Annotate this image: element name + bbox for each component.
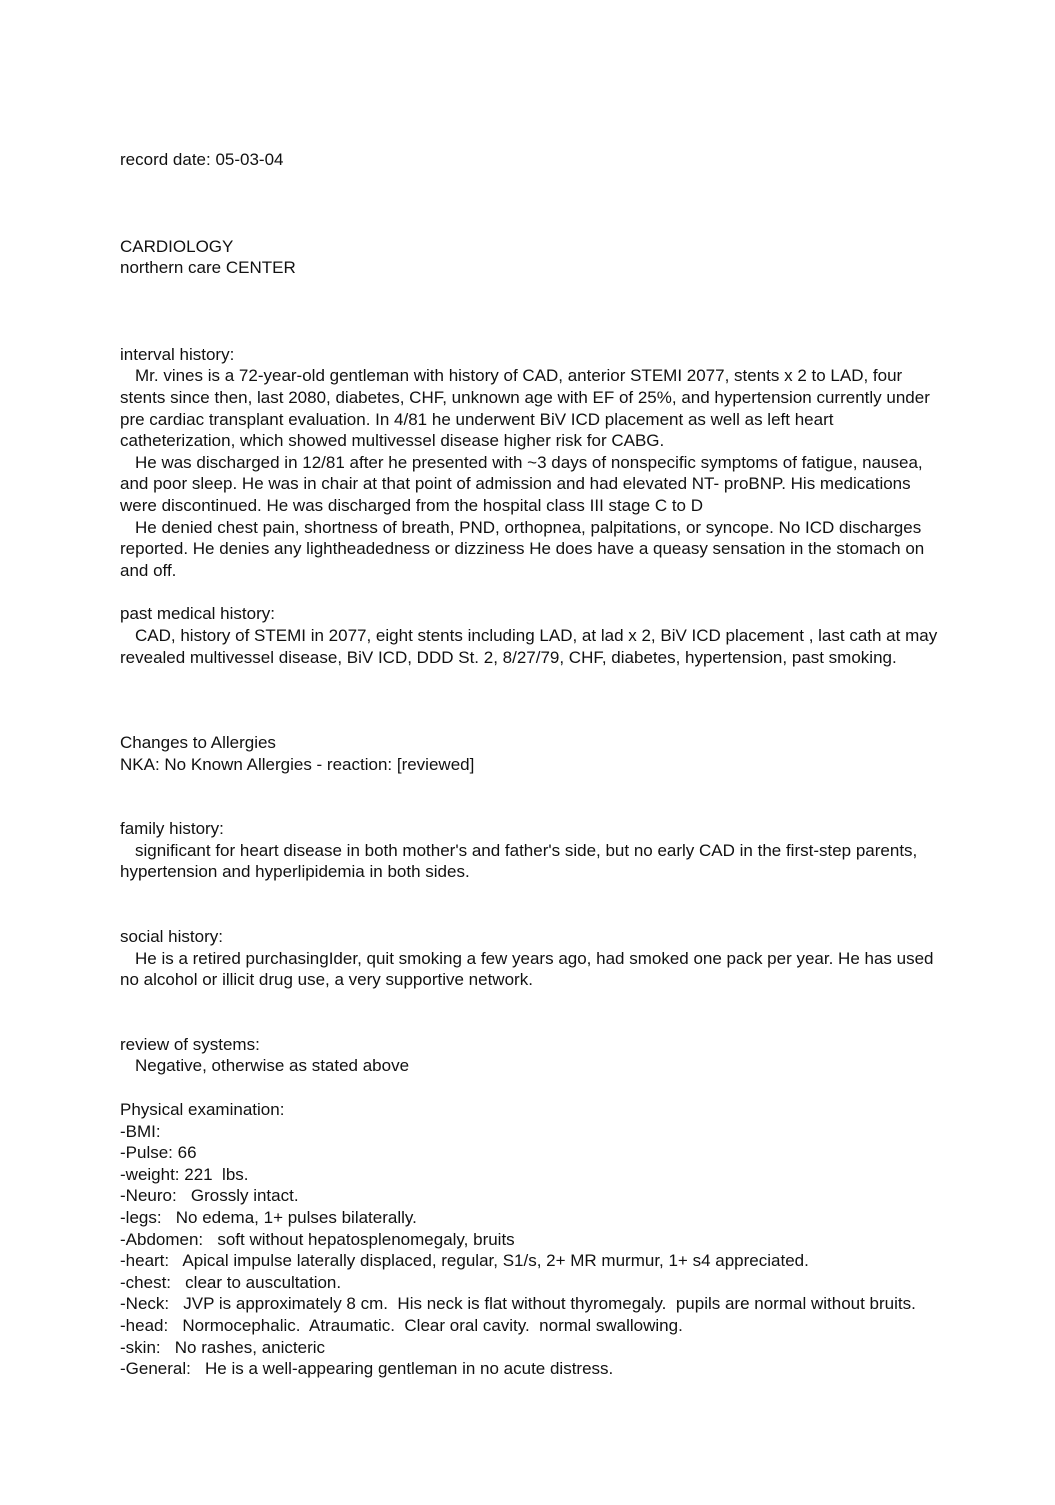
spacer — [120, 775, 940, 818]
exam-item-bmi: -BMI: — [120, 1121, 161, 1141]
department-title: CARDIOLOGY — [120, 236, 234, 256]
past-medical-history-section — [120, 603, 940, 668]
interval-history-section — [120, 344, 940, 582]
exam-item-skin: -skin: No rashes, anicteric — [120, 1337, 326, 1357]
exam-item-neuro: -Neuro: Grossly intact. — [120, 1186, 299, 1206]
allergies-text: NKA: No Known Allergies - reaction: [reviewed] — [120, 754, 475, 774]
social-history-text: He is a retired purchasingIder, quit smoking a few years ago, had smoked one pack per year. He has used no alcohol or illicit drug use, a very supportive network. — [120, 948, 934, 990]
exam-item-legs: -legs: No edema, 1+ pulses bilaterally. — [120, 1208, 417, 1227]
exam-item-head: -head: Normocephalic. Atraumatic. Clear oral cavity. normal swallowing. — [120, 1315, 683, 1335]
interval-history-paragraph: Mr. vines is a 72-year-old gentleman with history of CAD, anterior STEMI 2077, stents x 2 to LAD, four stents since then, last 2080, diabetes, CHF, unknown age with EF of 25%, and hypertension currently under pre cardiac transplant evaluation. In 4/81 he underwent BiV ICD placement as well as left heart catheterization, which showed multivessel disease higher risk for CABG. — [120, 366, 930, 451]
review-of-systems-section — [120, 1034, 940, 1077]
physical-exam-heading: Physical examination: — [120, 1100, 285, 1120]
physical-exam-section — [120, 1099, 940, 1380]
family-history-heading: family history: — [120, 819, 224, 839]
interval-history-paragraph: He was discharged in 12/81 after he presented with ~3 days of nonspecific symptoms of fatigue, nausea, and poor sleep. He was in chair at that point of admission and had elevated NT- proBNP. His medications were discontinued. He was discharged from the hospital class III stage C to D — [120, 452, 923, 515]
exam-item-heart: -heart: Apical impulse laterally displaced, regular, S1/s, 2+ MR murmur, 1+ s4 appreciated. — [120, 1251, 809, 1271]
interval-history-heading: interval history: — [120, 344, 235, 364]
exam-item-weight: -weight: 221 lbs. — [120, 1164, 249, 1184]
exam-item-general: -General: He is a well-appearing gentleman in no acute distress. — [120, 1359, 614, 1379]
social-history-section — [120, 926, 940, 991]
allergies-heading: Changes to Allergies — [120, 733, 276, 753]
exam-item-pulse: -Pulse: 66 — [120, 1143, 197, 1163]
spacer — [120, 883, 940, 926]
exam-item-chest: -chest: clear to auscultation. — [120, 1272, 342, 1292]
medical-record-page — [120, 149, 940, 1380]
exam-item-abdomen: -Abdomen: soft without hepatosplenomegaly, bruits — [120, 1229, 515, 1249]
review-of-systems-heading: review of systems: — [120, 1034, 260, 1054]
review-of-systems-text: Negative, otherwise as stated above — [135, 1056, 410, 1076]
exam-item-neck: -Neck: JVP is approximately 8 cm. His neck is flat without thyromegaly. pupils are normal without bruits. — [120, 1294, 916, 1314]
spacer — [120, 668, 940, 732]
past-medical-history-heading: past medical history: — [120, 604, 275, 624]
family-history-section — [120, 818, 940, 883]
past-medical-history-text: CAD, history of STEMI in 2077, eight stents including LAD, at lad x 2, BiV ICD placement , last cath at may revealed multivessel disease, BiV ICD, DDD St. 2, 8/27/79, CHF, diabetes, hypertension, past smoking. — [120, 625, 938, 667]
family-history-text: significant for heart disease in both mother's and father's side, but no early CAD in the first-step parents, hypertension and hyperlipidemia in both sides. — [120, 840, 918, 882]
allergies-section — [120, 732, 940, 775]
social-history-heading: social history: — [120, 927, 223, 947]
spacer — [120, 171, 940, 236]
spacer — [120, 581, 940, 603]
spacer — [120, 279, 940, 344]
facility-name: northern care CENTER — [120, 258, 296, 278]
interval-history-paragraph: He denied chest pain, shortness of breath, PND, orthopnea, palpitations, or syncope. No ICD discharges reported. He denies any lightheadedness or dizziness He does have a queasy sensation in the stomach on and off. — [120, 517, 925, 580]
spacer — [120, 991, 940, 1034]
record-date: record date: 05-03-04 — [120, 150, 284, 169]
spacer — [120, 1077, 940, 1099]
